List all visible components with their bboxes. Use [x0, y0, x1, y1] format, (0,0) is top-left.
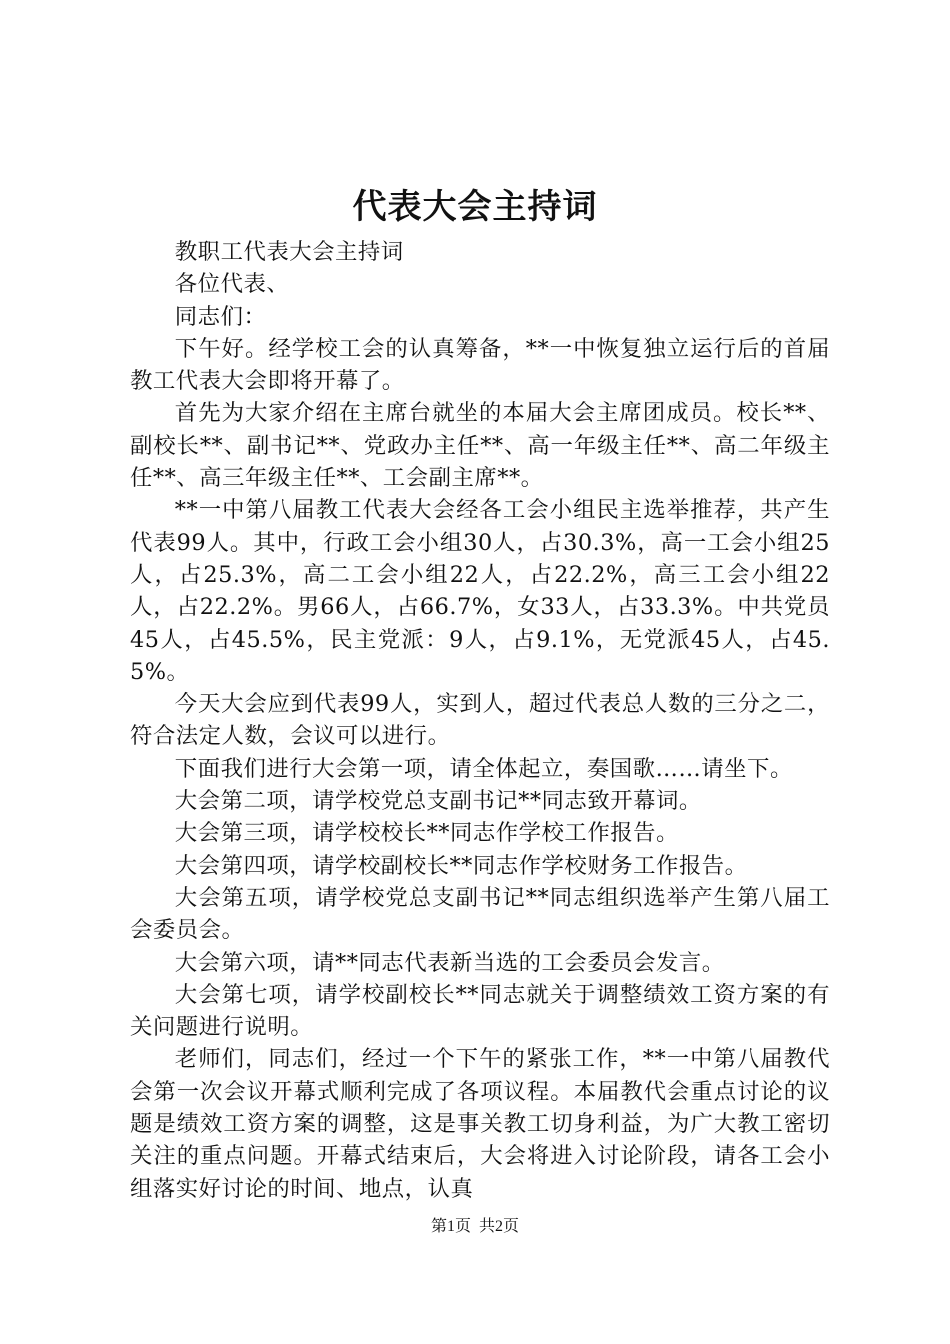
paragraph-salutation-2: 同志们：	[174, 303, 267, 330]
paragraph-salutation-1: 各位代表、	[174, 271, 290, 298]
paragraph-item-2: 大会第二项，请学校党总支副书记**同志致开幕词。	[174, 788, 702, 815]
paragraph-closing: 老师们，同志们，经过一个下午的紧张工作，**一中第八届教代会第一次会议开幕式顺利完成了各项议程。本届教代会重点讨论的议题是绩效工资方案的调整，这是事关教工切身利益，为广大教工密切关注的重点问题。开幕式结束后，大会将进入讨论阶段，请各工会小组落实好讨论的时间、地点，认真	[130, 1046, 830, 1202]
paragraph-item-6: 大会第六项，请**同志代表新当选的工会委员会发言。	[174, 949, 725, 976]
paragraph-attendance: 今天大会应到代表99人，实到人，超过代表总人数的三分之二，符合法定人数，会议可以进行。	[130, 691, 830, 750]
page-number: 第1页	[430, 1218, 471, 1235]
paragraph-item-3: 大会第三项，请学校校长**同志作学校工作报告。	[174, 820, 679, 847]
paragraph-item-4: 大会第四项，请学校副校长**同志作学校财务工作报告。	[174, 852, 748, 879]
page-total: 共2页	[479, 1218, 520, 1235]
page-footer	[0, 1216, 950, 1238]
paragraph-subtitle: 教职工代表大会主持词	[174, 239, 404, 265]
paragraph-item-1: 下面我们进行大会第一项，请全体起立，奏国歌……请坐下。	[174, 755, 793, 782]
paragraph-delegates: **一中第八届教工代表大会经各工会小组民主选举推荐，共产生代表99人。其中，行政工会小组30人，占30.3%，高一工会小组25人，占25.3%，高二工会小组22人，占22.2%，高三工会小组22人，占22.2%。男66人，占66.7%，女33人，占33.3%。中共党员45人，占45.5%，民主党派：9人，占9.1%，无党派45人，占45.5%。	[130, 497, 830, 685]
paragraph-greeting: 下午好。经学校工会的认真筹备，**一中恢复独立运行后的首届教工代表大会即将开幕了。	[130, 335, 830, 395]
document-title: 代表大会主持词	[352, 187, 598, 227]
paragraph-item-5: 大会第五项，请学校党总支副书记**同志组织选举产生第八届工会委员会。	[130, 884, 830, 944]
document-body	[130, 236, 830, 1205]
paragraph-presidium: 首先为大家介绍在主席台就坐的本届大会主席团成员。校长**、副校长**、副书记**、党政办主任**、高一年级主任**、高二年级主任**、高三年级主任**、工会副主席**。	[130, 400, 830, 492]
paragraph-item-7: 大会第七项，请学校副校长**同志就关于调整绩效工资方案的有关问题进行说明。	[130, 981, 830, 1041]
